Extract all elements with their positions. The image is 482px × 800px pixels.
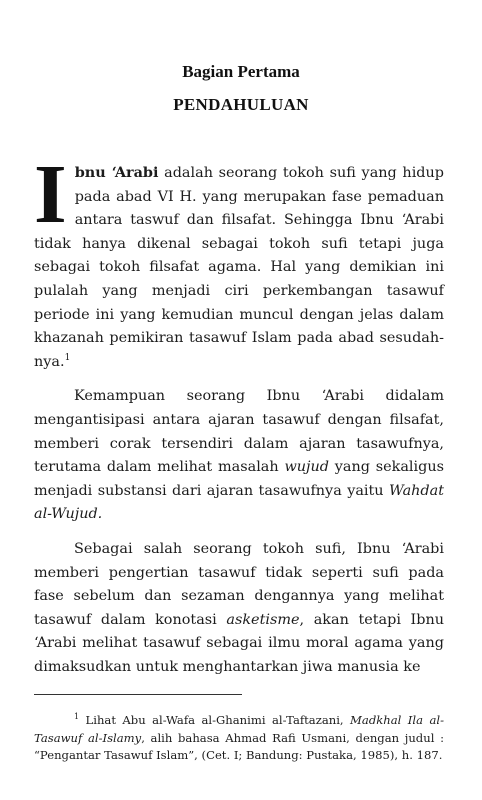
footnote — [34, 712, 444, 765]
paragraph-1 — [34, 148, 444, 374]
paragraph-3-text-a: Sebagai salah seorang tokoh sufi, Ibnu ‘Arabi memberi pengertian tasawuf tidak seperti sufi pada fase sebelum dan sezaman dengannya yang melihat tasawuf dalam konotasi — [34, 540, 444, 628]
paragraph-3-italic-a: asketisme — [226, 611, 300, 628]
section-part-heading: Bagian Pertama — [182, 62, 300, 81]
footnote-body — [34, 712, 444, 765]
footnote-italic-title: Madkhal Ila al-Tasawuf al-Islamy — [34, 713, 444, 745]
body-text — [34, 148, 444, 690]
paragraph-3 — [34, 538, 444, 680]
footnote-text-b: , alih bahasa Ahmad Rafi Usmani, dengan judul : “Pengantar Tasawuf Islam”, (Cet. I; Bandung: Pustaka, 1985), h. 187. — [34, 730, 444, 762]
paragraph-3-text-b: , akan tetapi Ibnu ‘Arabi melihat tasawuf sebagai ilmu moral agama yang dimaksudkan untuk menghantarkan jiwa manusia ke — [34, 611, 444, 675]
paragraph-2 — [34, 385, 444, 527]
paragraph-2-italic-b: Wahdat al-Wujud. — [34, 482, 444, 523]
footnote-divider — [34, 694, 242, 695]
footnote-text-a: Lihat Abu al-Wafa al-Ghanimi al-Taftazani, — [79, 713, 351, 727]
drop-cap: I — [34, 148, 67, 241]
lead-bold-text: bnu ‘Arabi — [74, 164, 159, 181]
paragraph-2-text-a: Kemampuan seorang Ibnu ‘Arabi didalam mengantisipasi antara ajaran tasawuf dengan filsafat, memberi corak tersendiri dalam ajaran tasawufnya, terutama dalam melihat masalah — [34, 388, 444, 476]
footnote-ref[interactable]: 1 — [64, 352, 71, 363]
footnote-number: 1 — [74, 712, 80, 722]
paragraph-2-text-b: yang sekaligus menjadi substansi dari ajaran tasawufnya yaitu — [34, 459, 444, 499]
paragraph-1-text: adalah seorang tokoh sufi yang hidup pada abad VI H. yang merupakan fase pemaduan antara taswuf dan filsafat. Sehingga Ibnu ‘Arabi tidak hanya dikenal sebagai tokoh sufi tetapi juga sebagai tokoh filsafat agama. Hal yang demikian ini pulalah yang menjadi ciri perkembangan tasawuf periode ini yang kemudian muncul dengan jelas dalam khazanah pemikiran tasawuf Islam pada abad sesudah-nya. — [34, 165, 444, 370]
chapter-title: PENDAHULUAN — [173, 95, 309, 114]
paragraph-2-italic-a: wujud — [284, 459, 329, 476]
